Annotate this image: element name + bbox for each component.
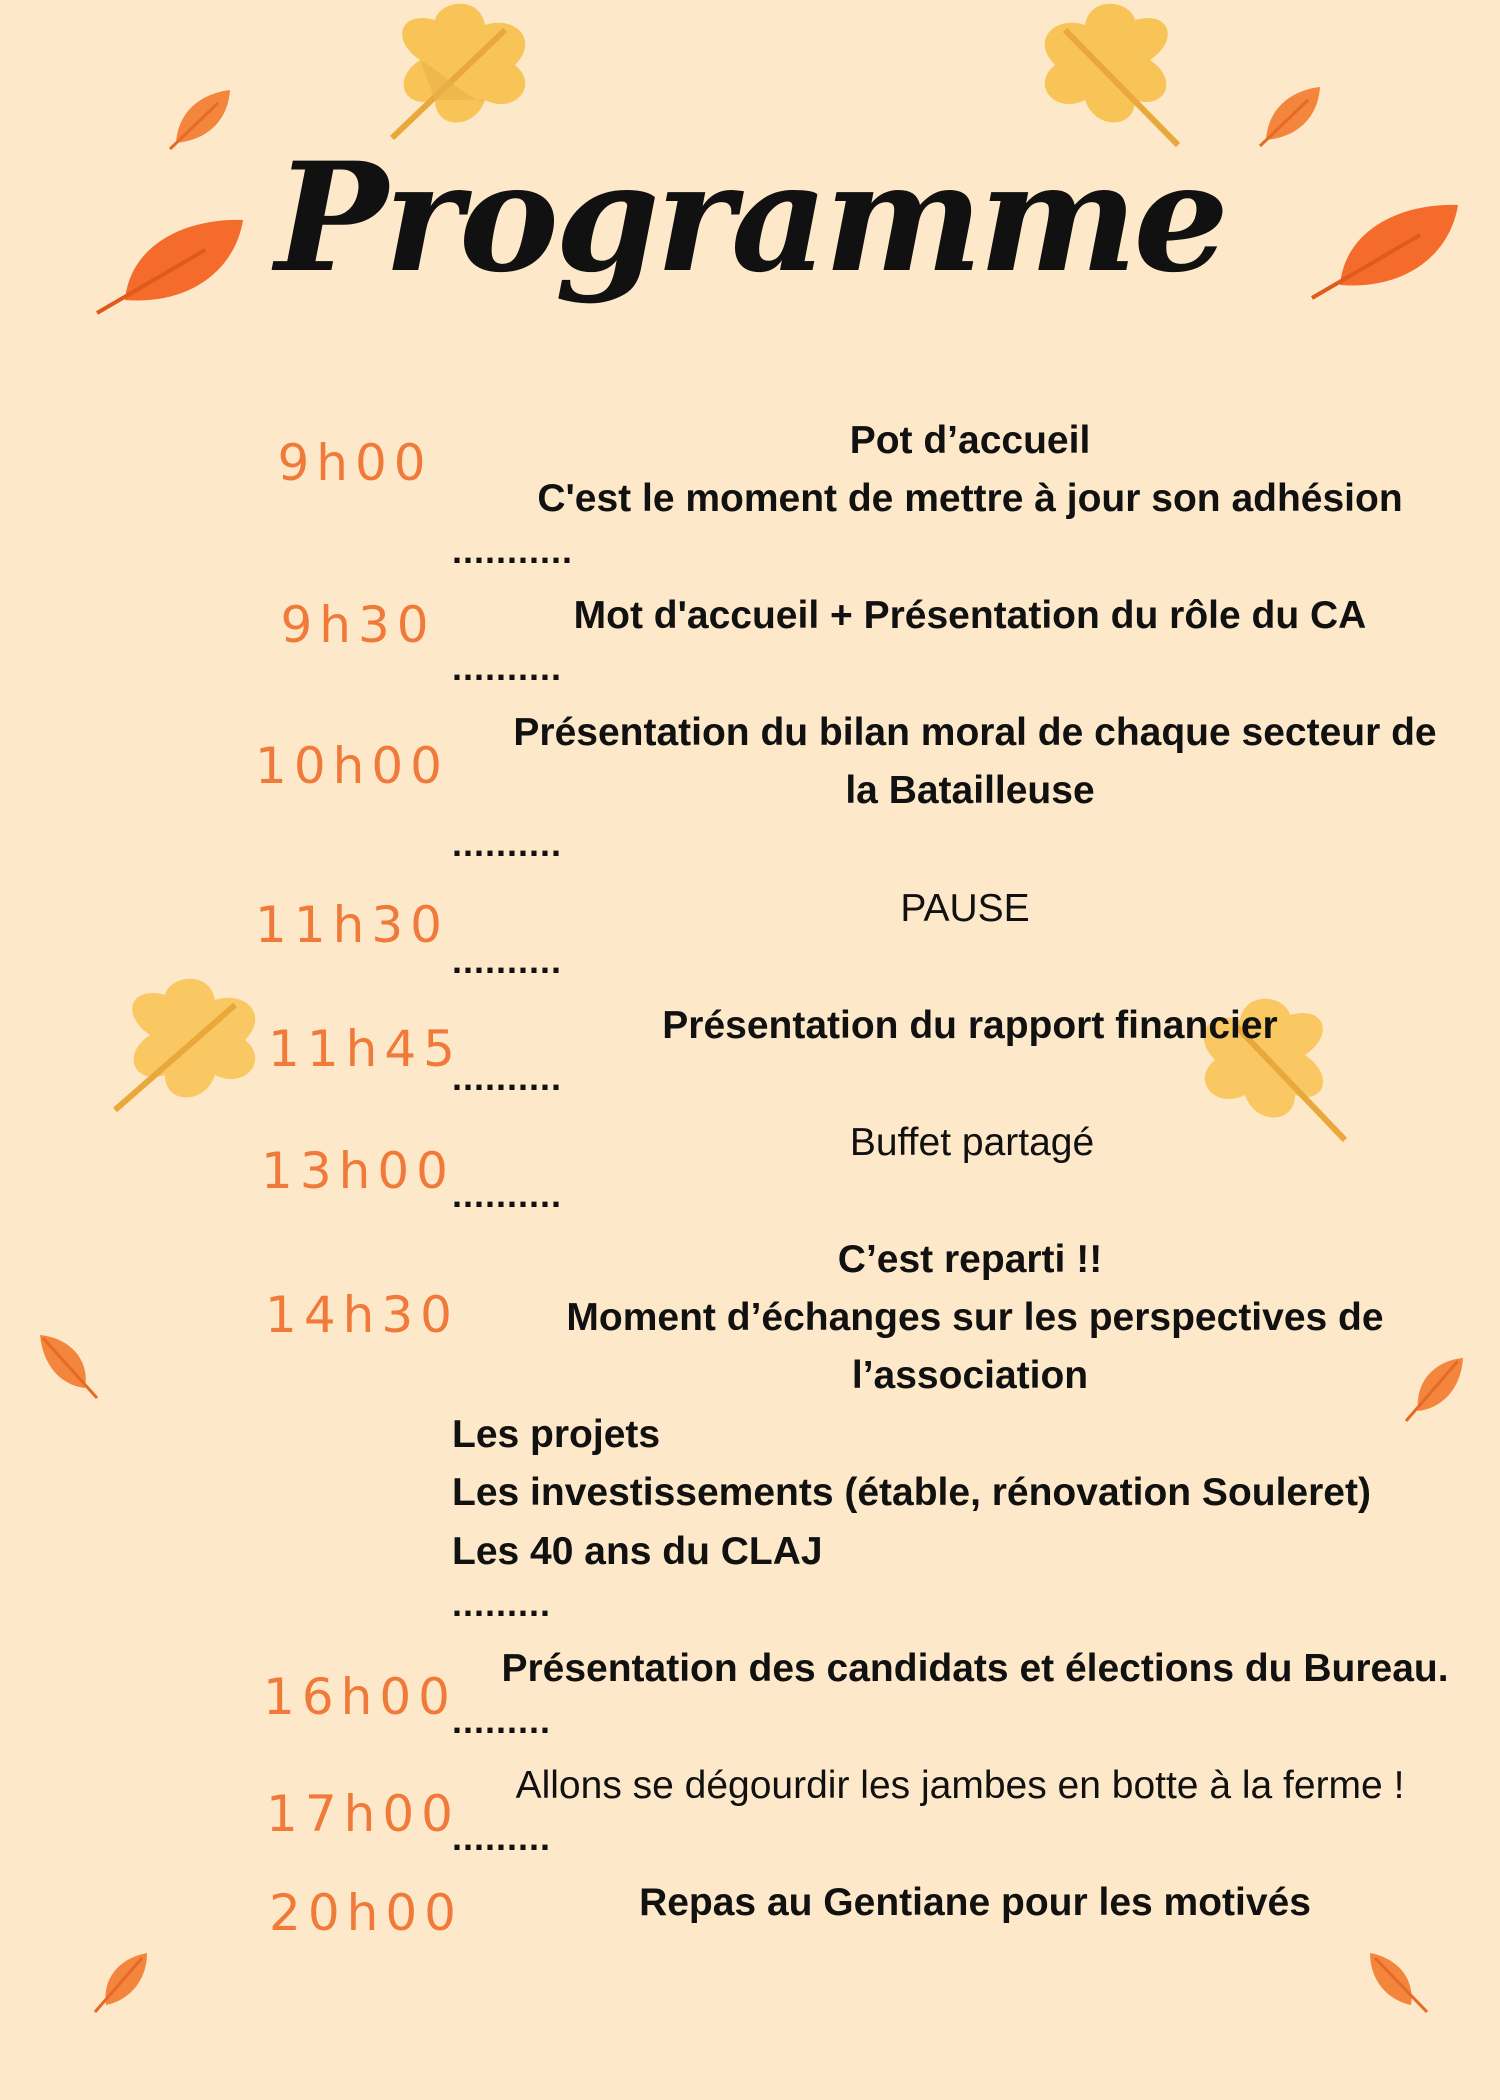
time-17h00: 17h00: [266, 1785, 460, 1843]
separator-dots: ...........: [452, 530, 574, 571]
line-candidats: Présentation des candidats et élections du Bureau.: [501, 1647, 1449, 1690]
line-reparti: C’est reparti !!: [837, 1238, 1103, 1281]
line-pause: PAUSE: [900, 887, 1030, 930]
time-20h00: 20h00: [269, 1884, 463, 1942]
line-40-ans-claj: Les 40 ans du CLAJ: [452, 1530, 823, 1573]
line-bilan-moral: Présentation du bilan moral de chaque secteur de: [513, 711, 1437, 754]
page-title: Programme: [275, 130, 1225, 306]
line-bilan-moral-2: la Batailleuse: [845, 769, 1095, 812]
line-allons: Allons se dégourdir les jambes en botte à la ferme !: [515, 1764, 1405, 1807]
oak-leaf-icon: [380, 0, 560, 150]
line-rapport-financier: Présentation du rapport financier: [662, 1004, 1278, 1047]
separator-dots: .........: [452, 1700, 552, 1741]
separator-dots: ..........: [452, 1174, 563, 1215]
time-11h45: 11h45: [268, 1020, 462, 1078]
time-14h30: 14h30: [265, 1286, 459, 1344]
leaf-icon: [1365, 1950, 1430, 2015]
oak-leaf-icon: [1010, 0, 1190, 150]
line-investissements: Les investissements (étable, rénovation Souleret): [452, 1471, 1371, 1514]
separator-dots: .........: [452, 1583, 552, 1624]
leaf-icon: [35, 1330, 100, 1400]
separator-dots: ..........: [452, 647, 563, 688]
line-buffet: Buffet partagé: [849, 1121, 1095, 1164]
time-16h00: 16h00: [263, 1668, 457, 1726]
line-pot-accueil: Pot d’accueil: [849, 419, 1091, 462]
line-repas: Repas au Gentiane pour les motivés: [639, 1881, 1311, 1924]
line-echanges: Moment d’échanges sur les perspectives de: [566, 1296, 1384, 1339]
separator-dots: ..........: [452, 823, 563, 864]
line-echanges-2: l’association: [851, 1354, 1089, 1397]
time-9h00: 9h00: [277, 434, 433, 492]
time-10h00: 10h00: [255, 737, 449, 795]
time-11h30: 11h30: [255, 896, 449, 954]
separator-dots: ..........: [452, 1057, 563, 1098]
separator-dots: ..........: [452, 940, 563, 981]
line-projets: Les projets: [452, 1413, 661, 1456]
time-13h00: 13h00: [261, 1142, 455, 1200]
line-adhesion: C'est le moment de mettre à jour son adhésion: [537, 477, 1403, 520]
separator-dots: .........: [452, 1817, 552, 1858]
line-mot-accueil: Mot d'accueil + Présentation du rôle du CA: [573, 594, 1367, 637]
time-9h30: 9h30: [280, 596, 436, 654]
leaf-icon: [92, 1950, 152, 2015]
